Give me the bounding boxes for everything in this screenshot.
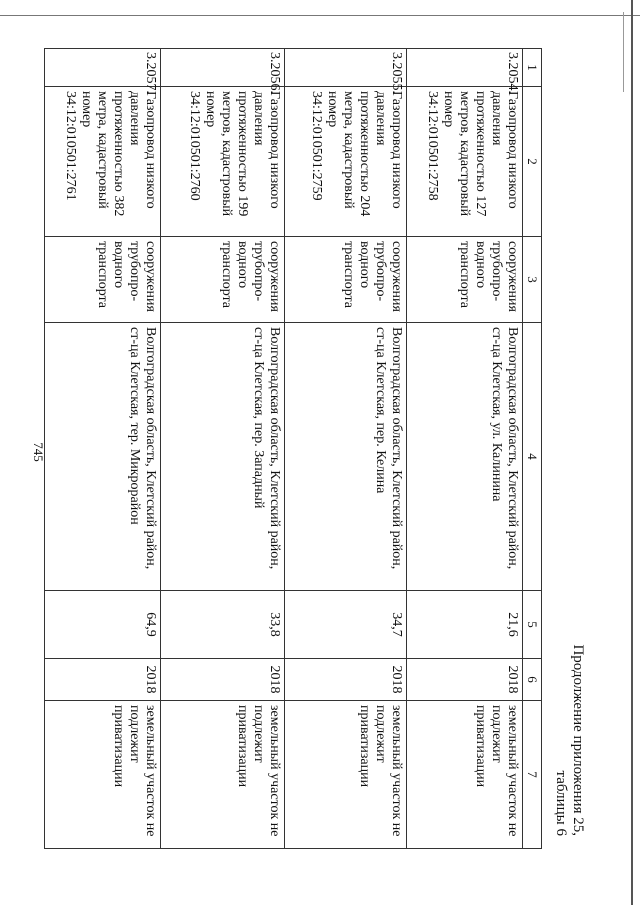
object-note: земельный участок не подлежит приватизации	[161, 701, 285, 849]
object-note: земельный участок не подлежит приватизации	[45, 701, 161, 849]
object-name: Газопровод низкого давления протяженностью 382 метра, кадастровый номер 34:12:010501:2761	[45, 87, 161, 237]
object-address: Волгоградская область, Клетский район, ст-ца Клетская, тер. Микрорайон	[45, 323, 161, 591]
header-col-1: 1	[523, 49, 542, 87]
scan-edge-right	[631, 0, 633, 905]
table-caption	[552, 644, 586, 836]
scan-edge-right-inner	[623, 12, 624, 92]
object-value: 21,6	[407, 591, 523, 659]
object-address: Волгоградская область, Клетский район, ст-ца Клетская, пер. Западный	[161, 323, 285, 591]
table-row	[161, 49, 285, 849]
header-col-4: 4	[523, 323, 542, 591]
object-type: сооружения трубопро- водного транспорта	[285, 237, 407, 323]
rotated-document	[60, 48, 590, 848]
object-name: Газопровод низкого давления протяженностью 127 метров, кадастровый номер 34:12:010501:2758	[407, 87, 523, 237]
row-number: 3.2057.	[45, 49, 161, 87]
header-col-7: 7	[523, 701, 542, 849]
object-note: земельный участок не подлежит приватизации	[285, 701, 407, 849]
scan-edge-top	[0, 15, 640, 16]
header-col-2: 2	[523, 87, 542, 237]
object-address: Волгоградская область, Клетский район, ст-ца Клетская, ул. Калинина	[407, 323, 523, 591]
object-year: 2018	[285, 659, 407, 701]
property-table	[44, 48, 542, 849]
table-header-row	[523, 49, 542, 849]
object-address: Волгоградская область, Клетский район, ст-ца Клетская, пер. Келина	[285, 323, 407, 591]
table-row	[407, 49, 523, 849]
object-type: сооружения трубопро- водного транспорта	[161, 237, 285, 323]
caption-line-2: таблицы 6	[553, 770, 569, 836]
object-note: земельный участок не подлежит приватизации	[407, 701, 523, 849]
object-value: 34,7	[285, 591, 407, 659]
object-value: 64,9	[45, 591, 161, 659]
page-number: 745	[31, 442, 46, 462]
object-year: 2018	[45, 659, 161, 701]
object-value: 33,8	[161, 591, 285, 659]
table-row	[45, 49, 161, 849]
caption-line-1: Продолжение приложения 25,	[570, 644, 586, 836]
row-number: 3.2054.	[407, 49, 523, 87]
row-number: 3.2056.	[161, 49, 285, 87]
row-number: 3.2055.	[285, 49, 407, 87]
object-name: Газопровод низкого давления протяженностью 204 метра, кадастровый номер 34:12:010501:2759	[285, 87, 407, 237]
table-row	[285, 49, 407, 849]
header-col-3: 3	[523, 237, 542, 323]
header-col-6: 6	[523, 659, 542, 701]
object-type: сооружения трубопро- водного транспорта	[407, 237, 523, 323]
object-year: 2018	[161, 659, 285, 701]
object-year: 2018	[407, 659, 523, 701]
object-name: Газопровод низкого давления протяженностью 199 метров, кадастровый номер 34:12:010501:2760	[161, 87, 285, 237]
header-col-5: 5	[523, 591, 542, 659]
object-type: сооружения трубопро- водного транспорта	[45, 237, 161, 323]
